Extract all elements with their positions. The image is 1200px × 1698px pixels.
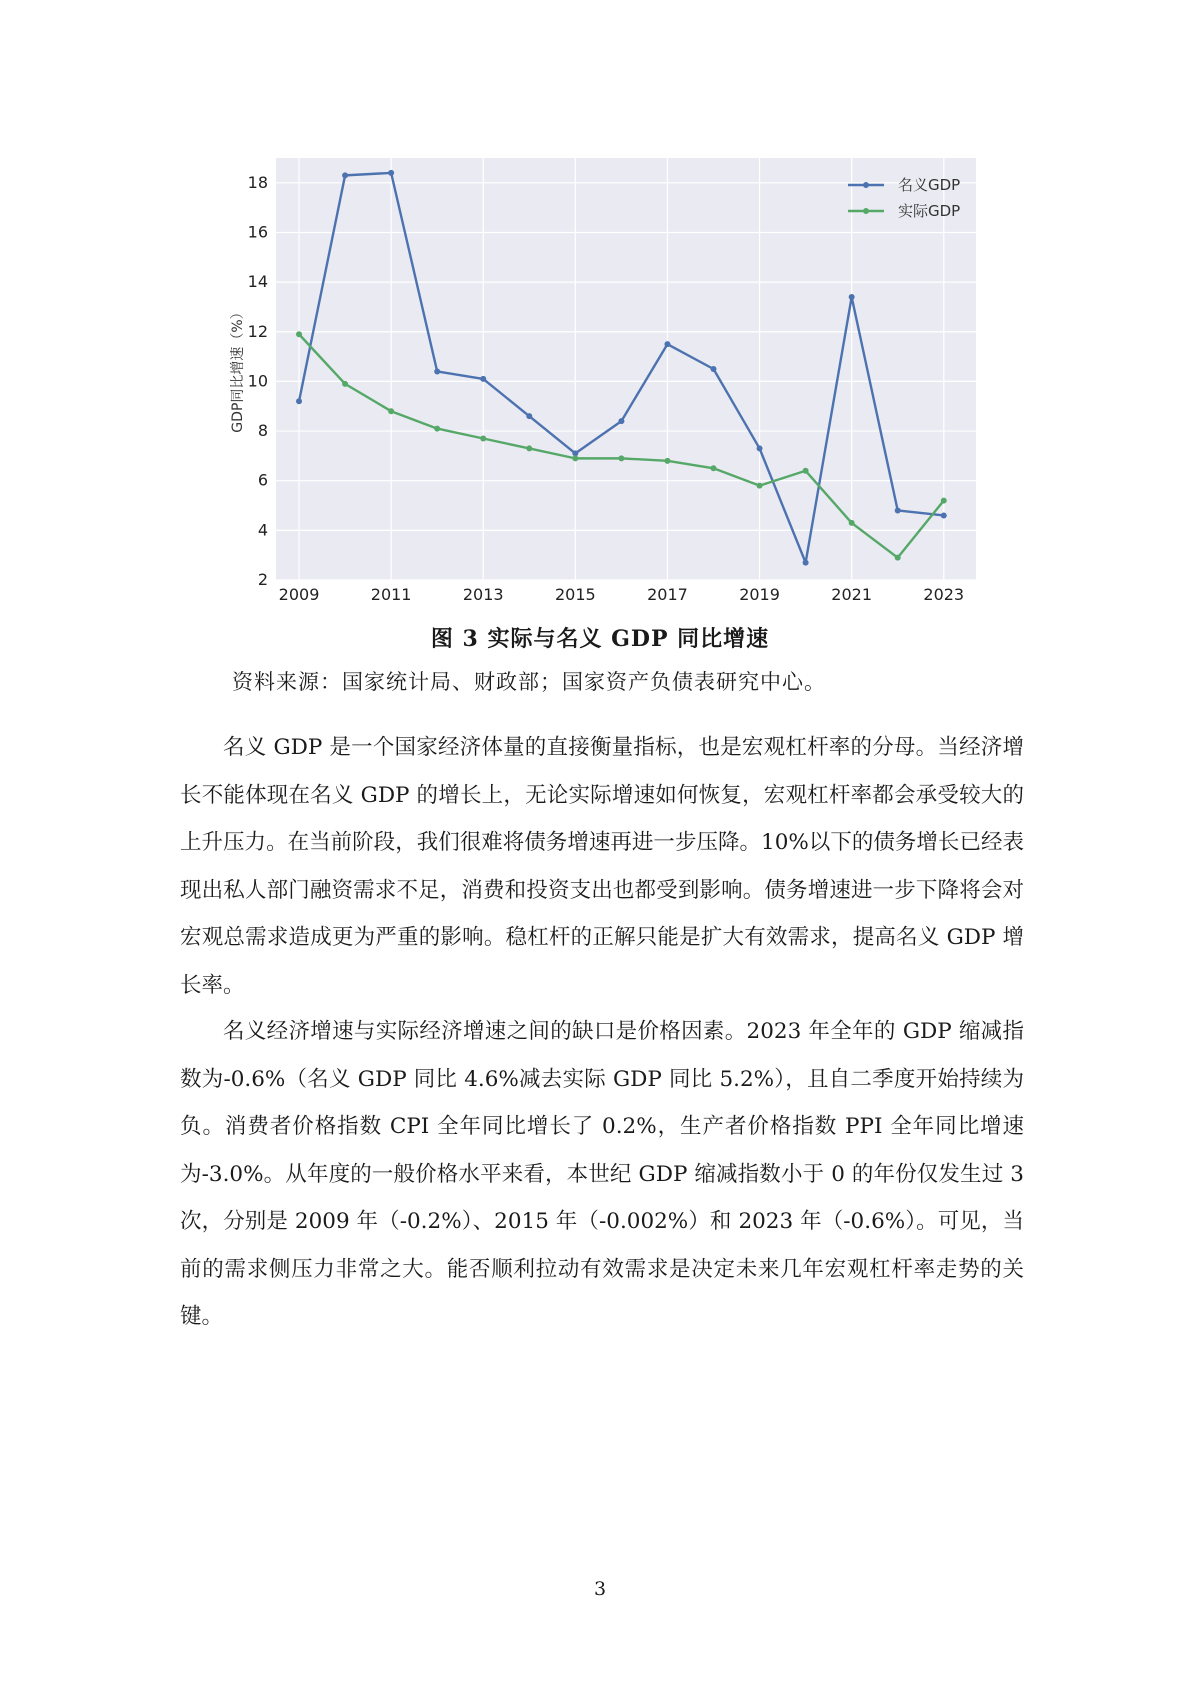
y-tick-label: 6: [257, 470, 268, 490]
x-tick-label: 2015: [554, 585, 596, 604]
data-point: [618, 418, 624, 424]
data-point: [342, 381, 348, 387]
data-point: [757, 445, 763, 451]
data-point: [849, 520, 855, 526]
data-point: [296, 398, 302, 404]
data-point: [849, 294, 855, 300]
gdp-growth-chart: [0, 0, 1200, 620]
x-tick-label: 2011: [370, 585, 412, 604]
paragraph-2: 名义经济增速与实际经济增速之间的缺口是价格因素。2023 年全年的 GDP 缩减指数为-0.6%（名义 GDP 同比 4.6%减去实际 GDP 同比 5.2%），且自二季度开始持续为负。消费者价格指数 CPI 全年同比增长了 0.2%，生产者价格指数 PPI 全年同比增速为-3.0%。从年度的一般价格水平来看，本世纪 GDP 缩减指数小于 0 的年份仅发生过 3 次，分别是 2009 年（-0.2%）、2015 年（-0.002%）和 2023 年（-0.6%）。可见，当前的需求侧压力非常之大。能否顺利拉动有效需求是决定未来几年宏观杠杆率走势的关键。: [180, 1019, 1024, 1329]
page-number: 3: [593, 1578, 607, 1600]
source-note: 资料来源：国家统计局、财政部；国家资产负债表研究中心。: [232, 670, 826, 694]
y-tick-label: 14: [247, 272, 268, 292]
legend-marker: [863, 208, 869, 214]
data-point: [941, 512, 947, 518]
data-point: [434, 426, 440, 432]
legend-label: 实际GDP: [898, 202, 961, 220]
data-point: [757, 483, 763, 489]
data-point: [941, 498, 947, 504]
x-axis-ticks: [279, 585, 964, 604]
data-point: [618, 455, 624, 461]
data-point: [664, 458, 670, 464]
y-tick-label: 2: [257, 570, 268, 589]
paragraph-1: 名义 GDP 是一个国家经济体量的直接衡量指标，也是宏观杠杆率的分母。当经济增长不能体现在名义 GDP 的增长上，无论实际增速如何恢复，宏观杠杆率都会承受较大的上升压力。在当前阶段，我们很难将债务增速再进一步压降。10%以下的债务增长已经表现出私人部门融资需求不足，消费和投资支出也都受到影响。债务增速进一步下降将会对宏观总需求造成更为严重的影响。稳杠杆的正解只能是扩大有效需求，提高名义 GDP 增长率。: [180, 735, 1024, 998]
data-point: [572, 455, 578, 461]
x-tick-label: 2019: [739, 585, 780, 604]
data-point: [895, 507, 901, 513]
data-point: [388, 408, 394, 414]
y-tick-label: 10: [247, 371, 268, 391]
data-point: [388, 170, 394, 176]
data-point: [526, 413, 532, 419]
figure-caption: 图 3 实际与名义 GDP 同比增速: [430, 626, 770, 652]
x-tick-label: 2013: [462, 585, 504, 604]
y-tick-label: 4: [257, 520, 268, 540]
data-point: [803, 560, 809, 566]
data-point: [664, 341, 670, 347]
x-tick-label: 2017: [647, 585, 688, 604]
y-axis-label: GDP同比增速（%）: [230, 305, 246, 433]
data-point: [434, 368, 440, 374]
data-point: [526, 445, 532, 451]
legend-marker: [863, 182, 869, 188]
data-point: [895, 555, 901, 561]
y-tick-label: 8: [257, 421, 268, 441]
x-tick-label: 2021: [831, 585, 873, 604]
x-tick-label: 2009: [278, 585, 320, 604]
data-point: [711, 366, 717, 372]
y-axis-ticks: [248, 173, 268, 589]
data-point: [296, 331, 302, 337]
data-point: [480, 376, 486, 382]
y-tick-label: 16: [247, 222, 268, 242]
data-point: [480, 436, 486, 442]
data-point: [711, 465, 717, 471]
plot-area: [276, 158, 976, 580]
y-tick-label: 12: [247, 321, 268, 341]
data-point: [342, 172, 348, 178]
x-tick-label: 2023: [923, 585, 965, 604]
y-tick-label: 18: [247, 172, 268, 192]
data-point: [803, 468, 809, 474]
legend-label: 名义GDP: [898, 176, 961, 194]
